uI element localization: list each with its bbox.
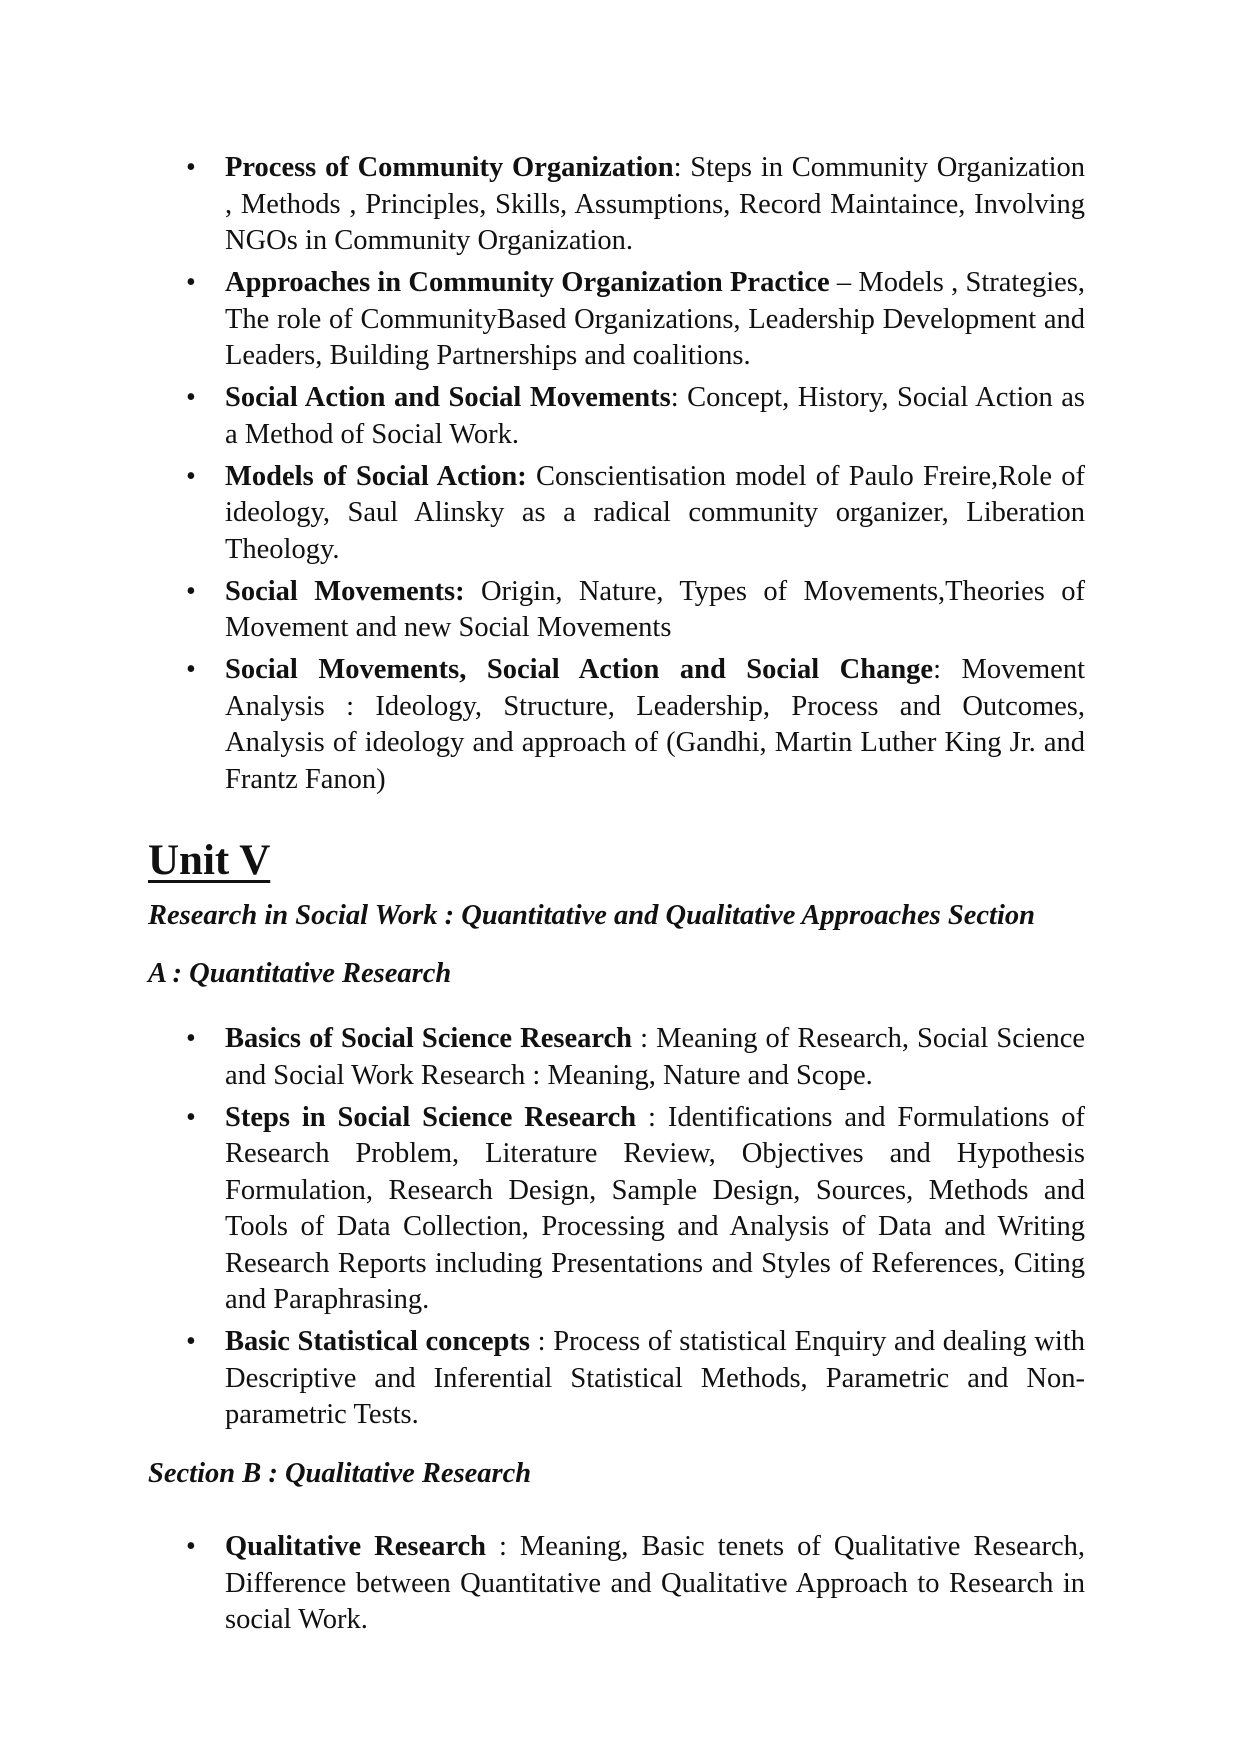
item-text: : Steps in Community Organization , Methods , Principles, Skills, Assumptions, Record Maintaince, Involving NGOs in Community Organization.	[225, 152, 1086, 256]
topic-list	[0, 1021, 1241, 1439]
item-lead: Basic Statistical concepts	[225, 1326, 530, 1357]
item-lead: Qualitative Research	[225, 1531, 486, 1562]
item-text: Origin, Nature, Types of Movements,Theories of Movement and new Social Movements	[225, 575, 1086, 643]
bullet-icon: •	[186, 1023, 196, 1054]
research-heading: Research in Social Work : Quantitative and Qualitative Approaches Section	[148, 900, 1035, 931]
bullet-icon: •	[186, 460, 196, 492]
list-item	[0, 380, 1085, 453]
item-text: : Identifications and Formulations of Research Problem, Literature Review, Objectives and Hypothesis Formulation, Research Design, Sample Design, Sources, Methods and Tools of Data Collection, Processing and Analysis of Data and Writing Research Reports including Presentations and Styles of References, Citing and Paraphrasing.	[225, 1101, 1085, 1315]
item-lead: Steps in Social Science Research	[225, 1101, 637, 1133]
list-item	[0, 265, 1085, 375]
item-lead: Approaches in Community Organization Practice	[225, 267, 830, 298]
item-lead: Social Movements:	[225, 575, 465, 607]
section-a-heading: A : Quantitative Research	[148, 958, 452, 989]
list-item	[0, 459, 1085, 569]
item-lead: Social Movements, Social Action and Social Change	[225, 654, 934, 685]
item-lead: Process of Community Organization	[225, 152, 674, 183]
bullet-icon: •	[186, 1101, 196, 1133]
bullet-icon: •	[186, 382, 196, 413]
item-lead: Social Action and Social Movements	[225, 382, 671, 413]
bullet-icon: •	[186, 152, 196, 183]
item-text: : Meaning of Research, Social Science and Social Work Research : Meaning, Nature and Scope.	[225, 1023, 1085, 1091]
list-item	[0, 1324, 1085, 1434]
list-item	[0, 574, 1085, 647]
bullet-icon: •	[186, 267, 196, 298]
item-text: – Models , Strategies, The role of CommunityBased Organizations, Leadership Development and Leaders, Building Partnerships and coalitions.	[225, 267, 1085, 371]
list-item	[0, 1529, 1085, 1639]
bullet-icon: •	[186, 654, 196, 685]
topic-list	[0, 150, 1241, 804]
bullet-icon: •	[186, 1326, 196, 1357]
list-item	[0, 652, 1085, 798]
item-text: : Process of statistical Enquiry and dealing with Descriptive and Inferential Statistical Methods, Parametric and Non-parametric Tests.	[225, 1326, 1085, 1430]
list-item	[0, 1021, 1085, 1094]
unit-heading: Unit V	[148, 837, 271, 884]
section-b-heading: Section B : Qualitative Research	[148, 1458, 532, 1489]
item-text: : Concept, History, Social Action as a Method of Social Work.	[225, 382, 1085, 450]
item-text: Conscientisation model of Paulo Freire,Role of ideology, Saul Alinsky as a radical community organizer, Liberation Theology.	[225, 460, 1085, 565]
bullet-icon: •	[186, 1531, 196, 1562]
bullet-icon: •	[186, 575, 196, 607]
item-lead: Models of Social Action:	[225, 460, 527, 492]
list-item	[0, 1100, 1085, 1319]
item-text: : Meaning, Basic tenets of Qualitative Research, Difference between Quantitative and Qualitative Approach to Research in social Work.	[225, 1531, 1085, 1635]
item-text: : Movement Analysis : Ideology, Structure, Leadership, Process and Outcomes, Analysis of ideology and approach of (Gandhi, Martin Luther King Jr. and Frantz Fanon)	[225, 654, 1085, 795]
topic-list	[0, 1529, 1241, 1644]
item-lead: Basics of Social Science Research	[225, 1023, 633, 1054]
list-item	[0, 150, 1085, 260]
